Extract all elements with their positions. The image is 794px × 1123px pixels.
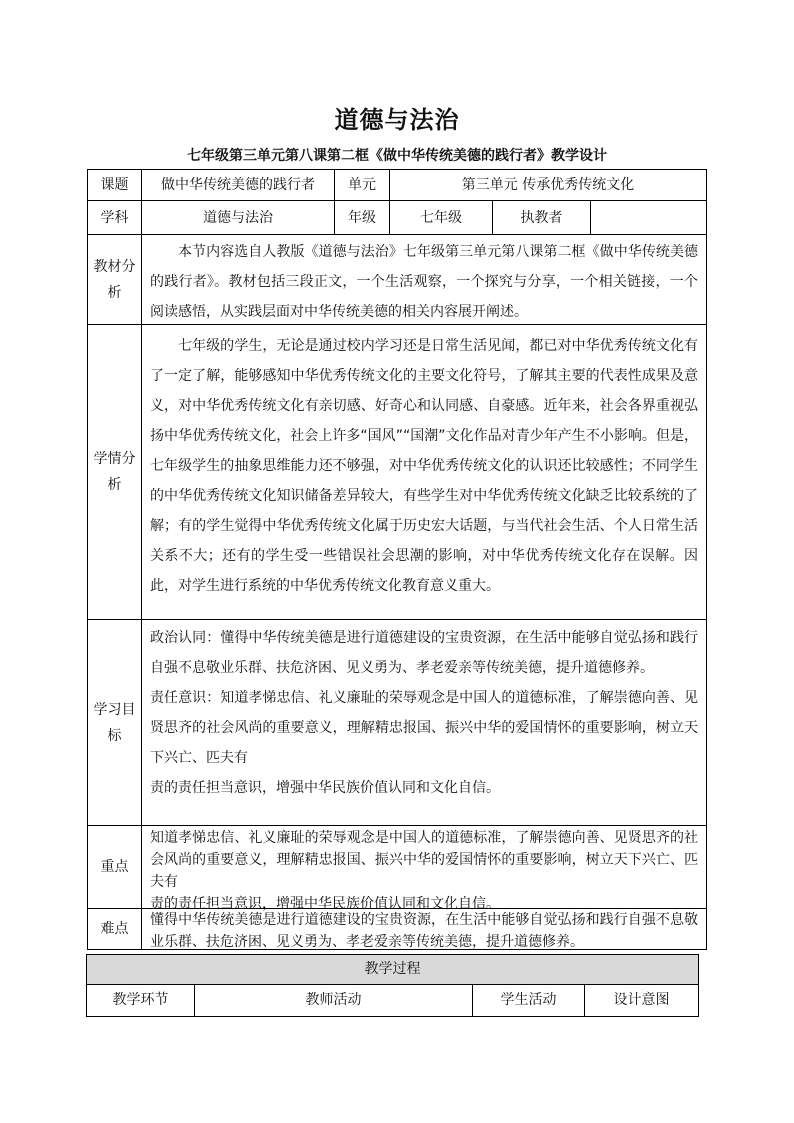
- teacher-label: 执教者: [493, 201, 591, 235]
- difficulties-label: 难点: [88, 909, 142, 949]
- subject-value: 道德与法治: [142, 201, 335, 235]
- learner-analysis-cell: [142, 325, 706, 620]
- grade-value: 七年级: [390, 201, 493, 235]
- goal-responsibility-continued: 责的责任担当意识，增强中华民族价值认同和文化自信。: [150, 780, 500, 796]
- textbook-analysis-text: 本节内容选自人教版《道德与法治》七年级第三单元第八课第二框《做中华传统美德的践行者》。教材包括三段正文，一个生活观察，一个探究与分享，一个相关链接，一个阅读感悟，从实践层面对中华传统美德的相关内容展开阐述。: [150, 244, 698, 320]
- unit-label: 单元: [335, 170, 390, 201]
- key-points-label: 重点: [88, 826, 142, 909]
- difficulties-cell: [142, 909, 706, 949]
- learning-goals-cell: [142, 620, 706, 826]
- course-label: 课题: [88, 170, 142, 201]
- learner-analysis-text: 七年级的学生，无论是通过校内学习还是日常生活见闻，都已对中华优秀传统文化有了一定了解，能够感知中华优秀传统文化的主要文化符号，了解其主要的代表性成果及意义，对中华优秀传统文化有亲切感、好奇心和认同感、自豪感。近年来，社会各界重视弘扬中华优秀传统文化，社会上许多“国风”“国潮”文化作品对青少年产生不小影响。但是，七年级学生的抽象思维能力还不够强，对中华优秀传统文化的认识还比较感性；不同学生的中华优秀传统文化知识储备差异较大，有些学生对中华优秀传统文化缺乏比较系统的了解；有的学生觉得中华优秀传统文化属于历史宏大话题，与当代社会生活、个人日常生活关系不大；还有的学生受一些错误社会思潮的影响，对中华优秀传统文化存在误解。因此，对学生进行系统的中华优秀传统文化教育意义重大。: [150, 338, 698, 594]
- column-teaching-stage: 教学环节: [87, 985, 195, 1016]
- column-student-activity: 学生活动: [473, 985, 585, 1016]
- goal-political: 政治认同：懂得中华传统美德是进行道德建设的宝贵资源，在生活中能够自觉弘扬和践行自强不息敬业乐群、扶危济困、见义勇为、孝老爱亲等传统美德，提升道德修养。: [150, 630, 698, 676]
- column-teacher-activity: 教师活动: [195, 985, 473, 1016]
- column-design-intent: 设计意图: [613, 992, 670, 1008]
- key-points-cell: [142, 826, 706, 912]
- teaching-process-title: 教学过程: [87, 955, 698, 985]
- difficulties-text: 懂得中华传统美德是进行道德建设的宝贵资源，在生活中能够自觉弘扬和践行自强不息敬业乐群、扶危济困、见义勇为、孝老爱亲等传统美德，提升道德修养。: [150, 912, 698, 950]
- textbook-analysis-cell: [142, 235, 706, 325]
- key-points-text: 知道孝悌忠信、礼义廉耻的荣辱观念是中国人的道德标准，了解崇德向善、见贤思齐的社会风尚的重要意义，理解精忠报国、振兴中华的爱国情怀的重要影响，树立天下兴亡、匹夫有: [150, 830, 698, 890]
- grade-label: 年级: [335, 201, 390, 235]
- page-subtitle: 七年级第三单元第八课第二框《做中华传统美德的践行者》教学设计: [187, 148, 607, 164]
- subject-label: 学科: [88, 201, 142, 235]
- textbook-analysis-label: 教材分析: [88, 235, 142, 325]
- teacher-value: [591, 201, 706, 235]
- key-points-text-continued: 责的责任担当意识，增强中华民族价值认同和文化自信。: [150, 896, 500, 912]
- teaching-process-table: [86, 954, 699, 1017]
- lesson-plan-table: [87, 169, 707, 950]
- unit-value: 第三单元 传承优秀传统文化: [390, 170, 706, 201]
- goal-responsibility: 责任意识：知道孝悌忠信、礼义廉耻的荣辱观念是中国人的道德标准，了解崇德向善、见贤思齐的社会风尚的重要意义，理解精忠报国、振兴中华的爱国情怀的重要影响，树立天下兴亡、匹夫有: [150, 690, 698, 766]
- page-title: 道德与法治: [334, 106, 460, 134]
- course-value: 做中华传统美德的践行者: [142, 170, 335, 201]
- learner-analysis-label: 学情分析: [88, 325, 142, 620]
- learning-goals-label: 学习目标: [88, 620, 142, 826]
